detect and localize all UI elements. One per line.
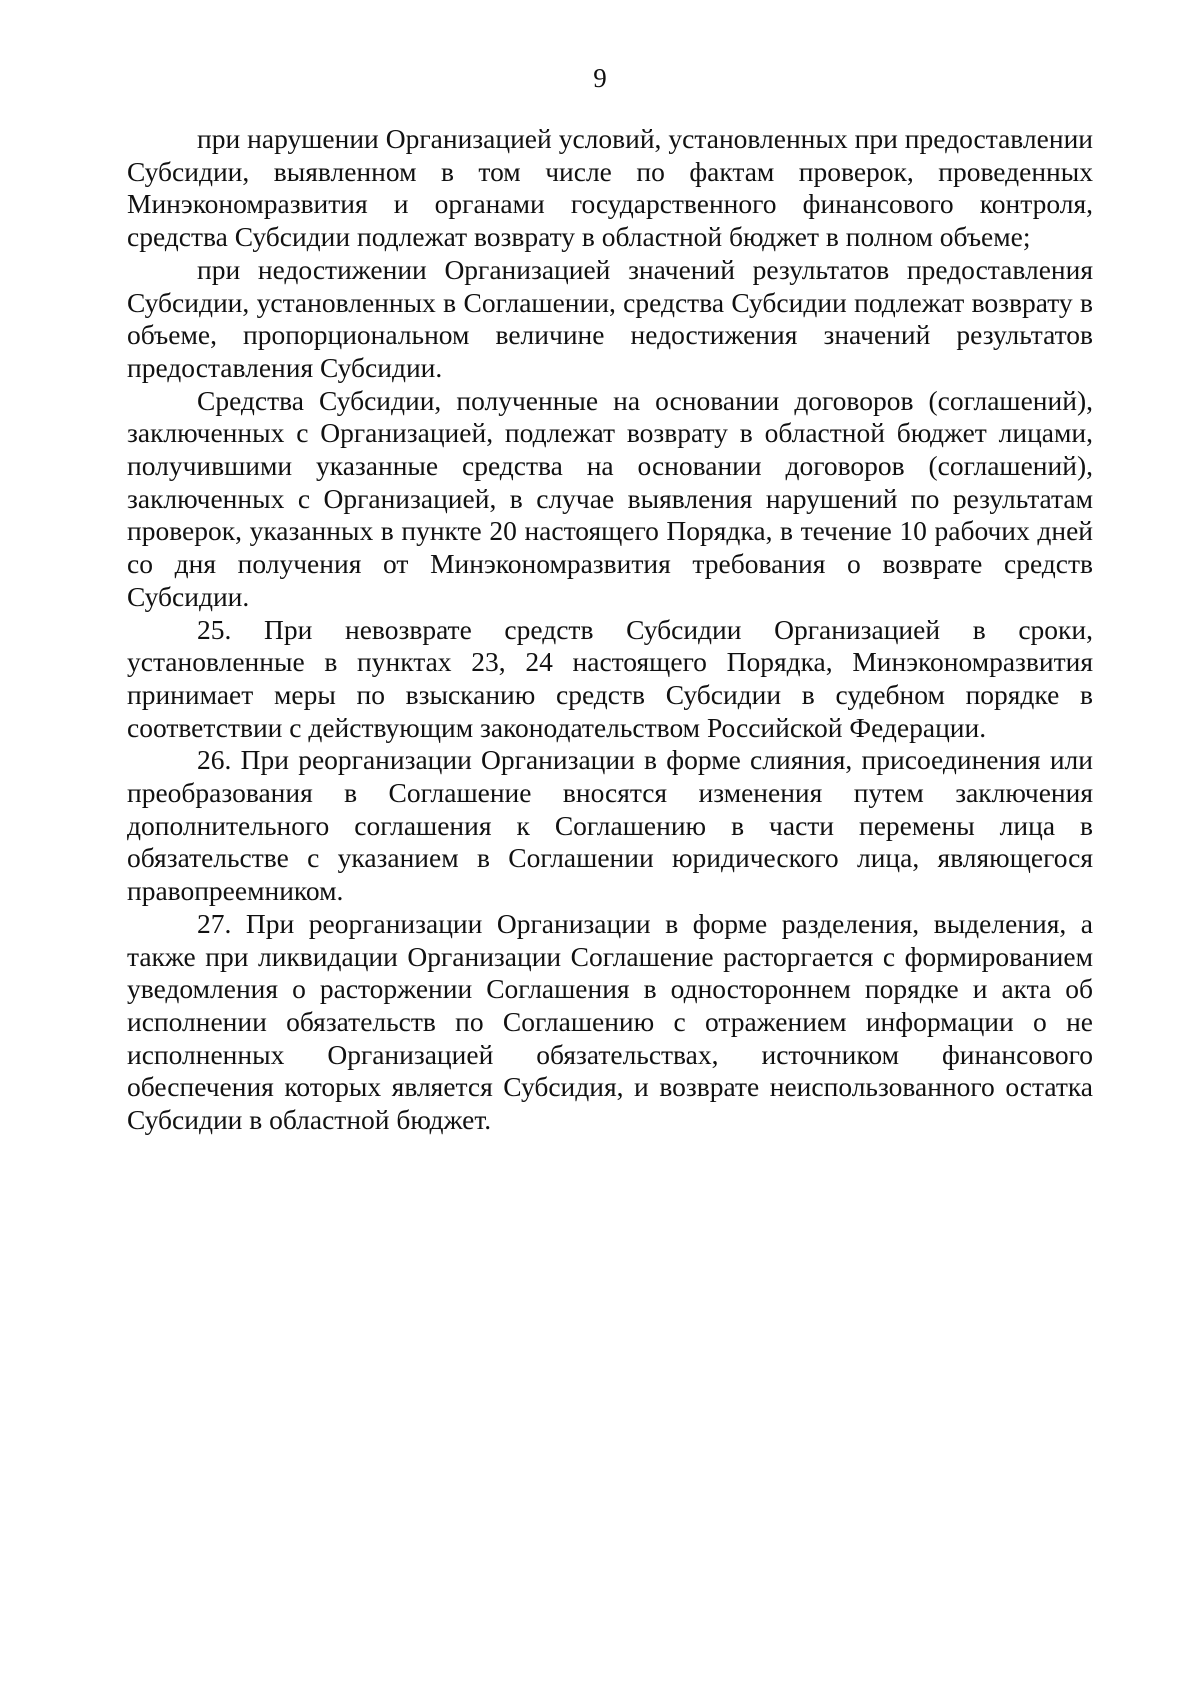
paragraph-results-shortfall-refund: при недостижении Организацией значений результатов предоставления Субсидии, установленных в Соглашении, средства Субсидии подлежат возврату в объеме, пропорциональном величине недостижения значений результатов предоставления Субсидии. (127, 253, 1093, 383)
paragraph-violation-refund: при нарушении Организацией условий, установленных при предоставлении Субсидии, выявленном в том числе по фактам проверок, проведенных Минэкономразвития и органами государственного финансового контроля, средства Субсидии подлежат возврату в областной бюджет в полном объеме; (127, 123, 1093, 253)
paragraph-item-25: 25. При невозврате средств Субсидии Организацией в сроки, установленные в пунктах 23, 24 настоящего Порядка, Минэкономразвития принимает меры по взысканию средств Субсидии в судебном порядке в соответствии с действующим законодательством Российской Федерации. (127, 613, 1093, 743)
document-body (127, 123, 1093, 1137)
paragraph-item-27: 27. При реорганизации Организации в форме разделения, выделения, а также при ликвидации Организации Соглашение расторгается с формированием уведомления о расторжении Соглашения в одностороннем порядке и акта об исполнении обязательств по Соглашению с отражением информации о не исполненных Организацией обязательствах, источником финансового обеспечения которых является Субсидия, и возврате неиспользованного остатка Субсидии в областной бюджет. (127, 907, 1093, 1136)
paragraph-item-26: 26. При реорганизации Организации в форме слияния, присоединения или преобразования в Соглашение вносятся изменения путем заключения дополнительного соглашения к Соглашению в части перемены лица в обязательстве с указанием в Соглашении юридического лица, являющегося правопреемником. (127, 744, 1093, 907)
paragraph-third-party-refund: Средства Субсидии, полученные на основании договоров (соглашений), заключенных с Организацией, подлежат возврату в областной бюджет лицами, получившими указанные средства на основании договоров (соглашений), заключенных с Организацией, в случае выявления нарушений по результатам проверок, указанных в пункте 20 настоящего Порядка, в течение 10 рабочих дней со дня получения от Минэкономразвития требования о возврате средств Субсидии. (127, 384, 1093, 612)
page-number: 9 (593, 63, 607, 93)
